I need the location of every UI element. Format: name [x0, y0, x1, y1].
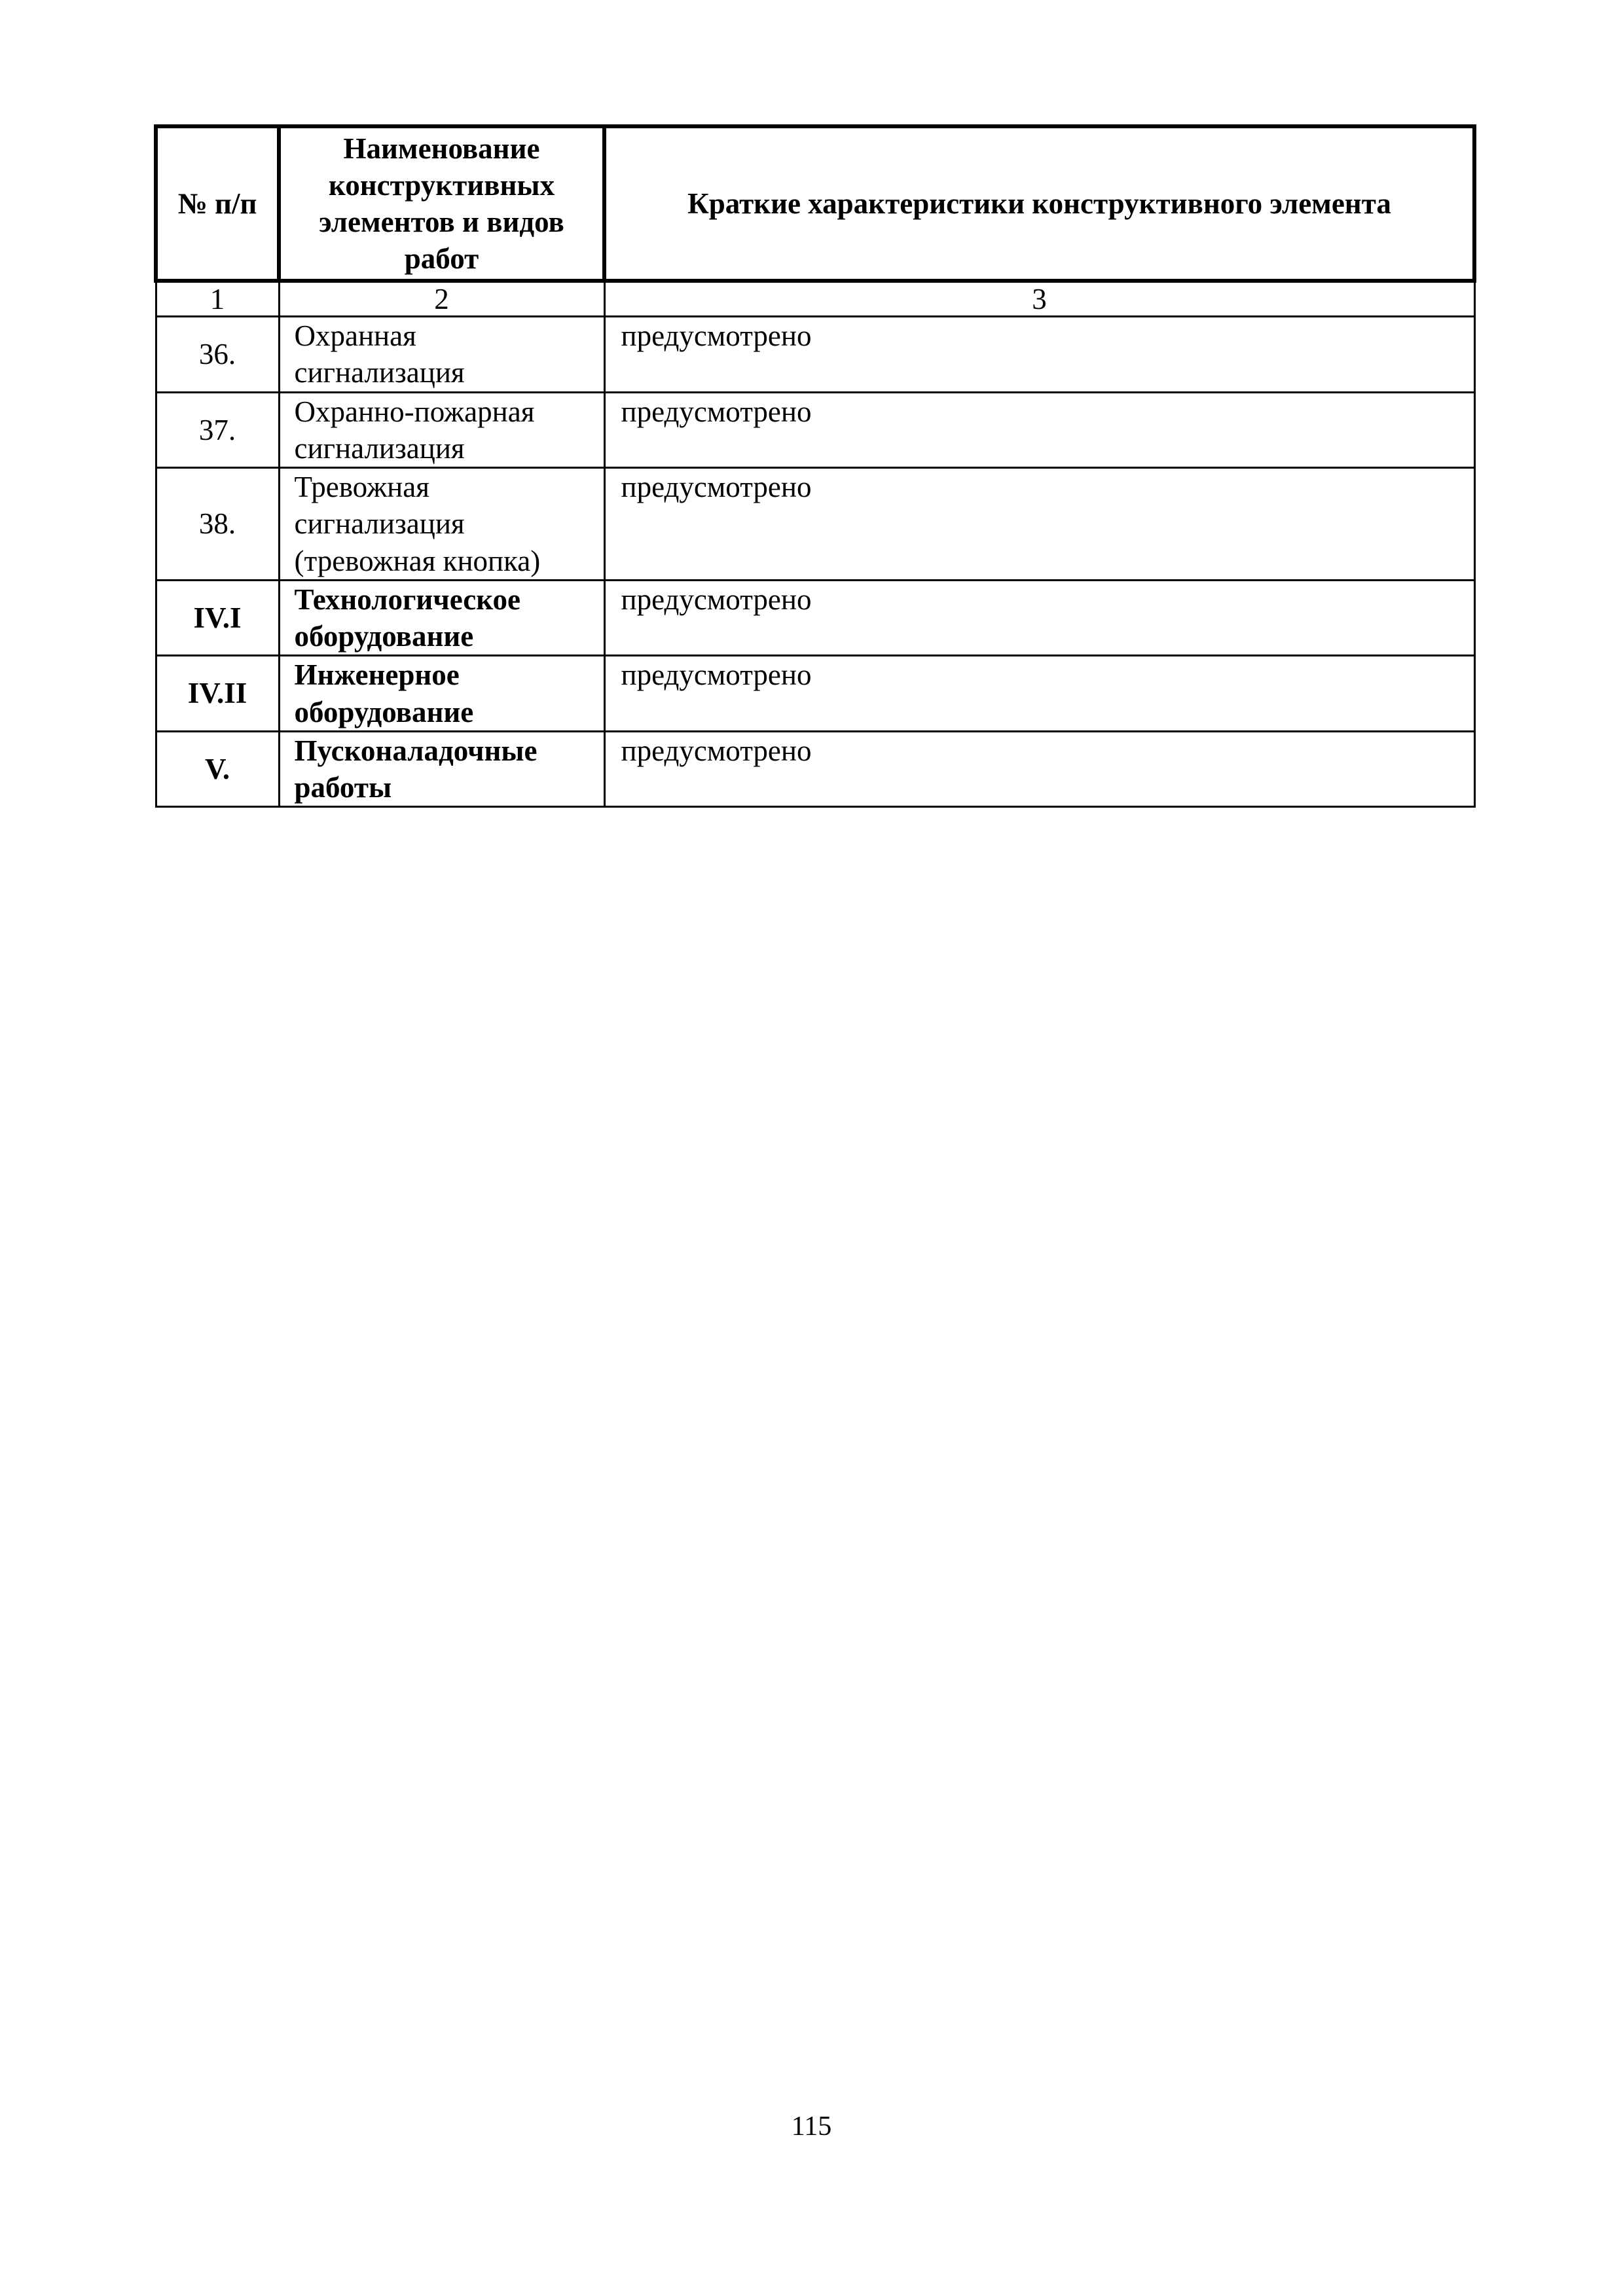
column-number-1: 1 — [156, 281, 279, 317]
row-characteristics: предусмотрено — [604, 468, 1474, 581]
row-number: IV.I — [156, 580, 279, 656]
row-number: 36. — [156, 317, 279, 393]
column-number-2: 2 — [279, 281, 604, 317]
table-row — [156, 731, 1474, 807]
table-row — [156, 317, 1474, 393]
column-numbering-row — [156, 281, 1474, 317]
row-number: 38. — [156, 468, 279, 581]
table-row — [156, 656, 1474, 732]
table-row — [156, 392, 1474, 468]
header-characteristics: Краткие характеристики конструктивного элемента — [604, 126, 1474, 281]
row-number: V. — [156, 731, 279, 807]
column-number-3: 3 — [604, 281, 1474, 317]
row-element-name: Технологическое оборудование — [279, 580, 604, 656]
row-characteristics: предусмотрено — [604, 731, 1474, 807]
row-characteristics: предусмотрено — [604, 317, 1474, 393]
row-characteristics: предусмотрено — [604, 392, 1474, 468]
row-characteristics: предусмотрено — [604, 580, 1474, 656]
row-element-name: Тревожная сигнализация (тревожная кнопка) — [279, 468, 604, 581]
header-number: № п/п — [156, 126, 279, 281]
table-row — [156, 580, 1474, 656]
row-characteristics: предусмотрено — [604, 656, 1474, 732]
row-element-name: Охранная сигнализация — [279, 317, 604, 393]
row-number: 37. — [156, 392, 279, 468]
construction-elements-table — [154, 124, 1476, 808]
row-element-name: Инженерное оборудование — [279, 656, 604, 732]
table-row — [156, 468, 1474, 581]
row-element-name: Охранно-пожарная сигнализация — [279, 392, 604, 468]
row-number: IV.II — [156, 656, 279, 732]
header-element-name: Наименование конструктивных элементов и видов работ — [279, 126, 604, 281]
table-header-row — [156, 126, 1474, 281]
row-element-name: Пусконаладочные работы — [279, 731, 604, 807]
page-number: 115 — [791, 2111, 832, 2142]
